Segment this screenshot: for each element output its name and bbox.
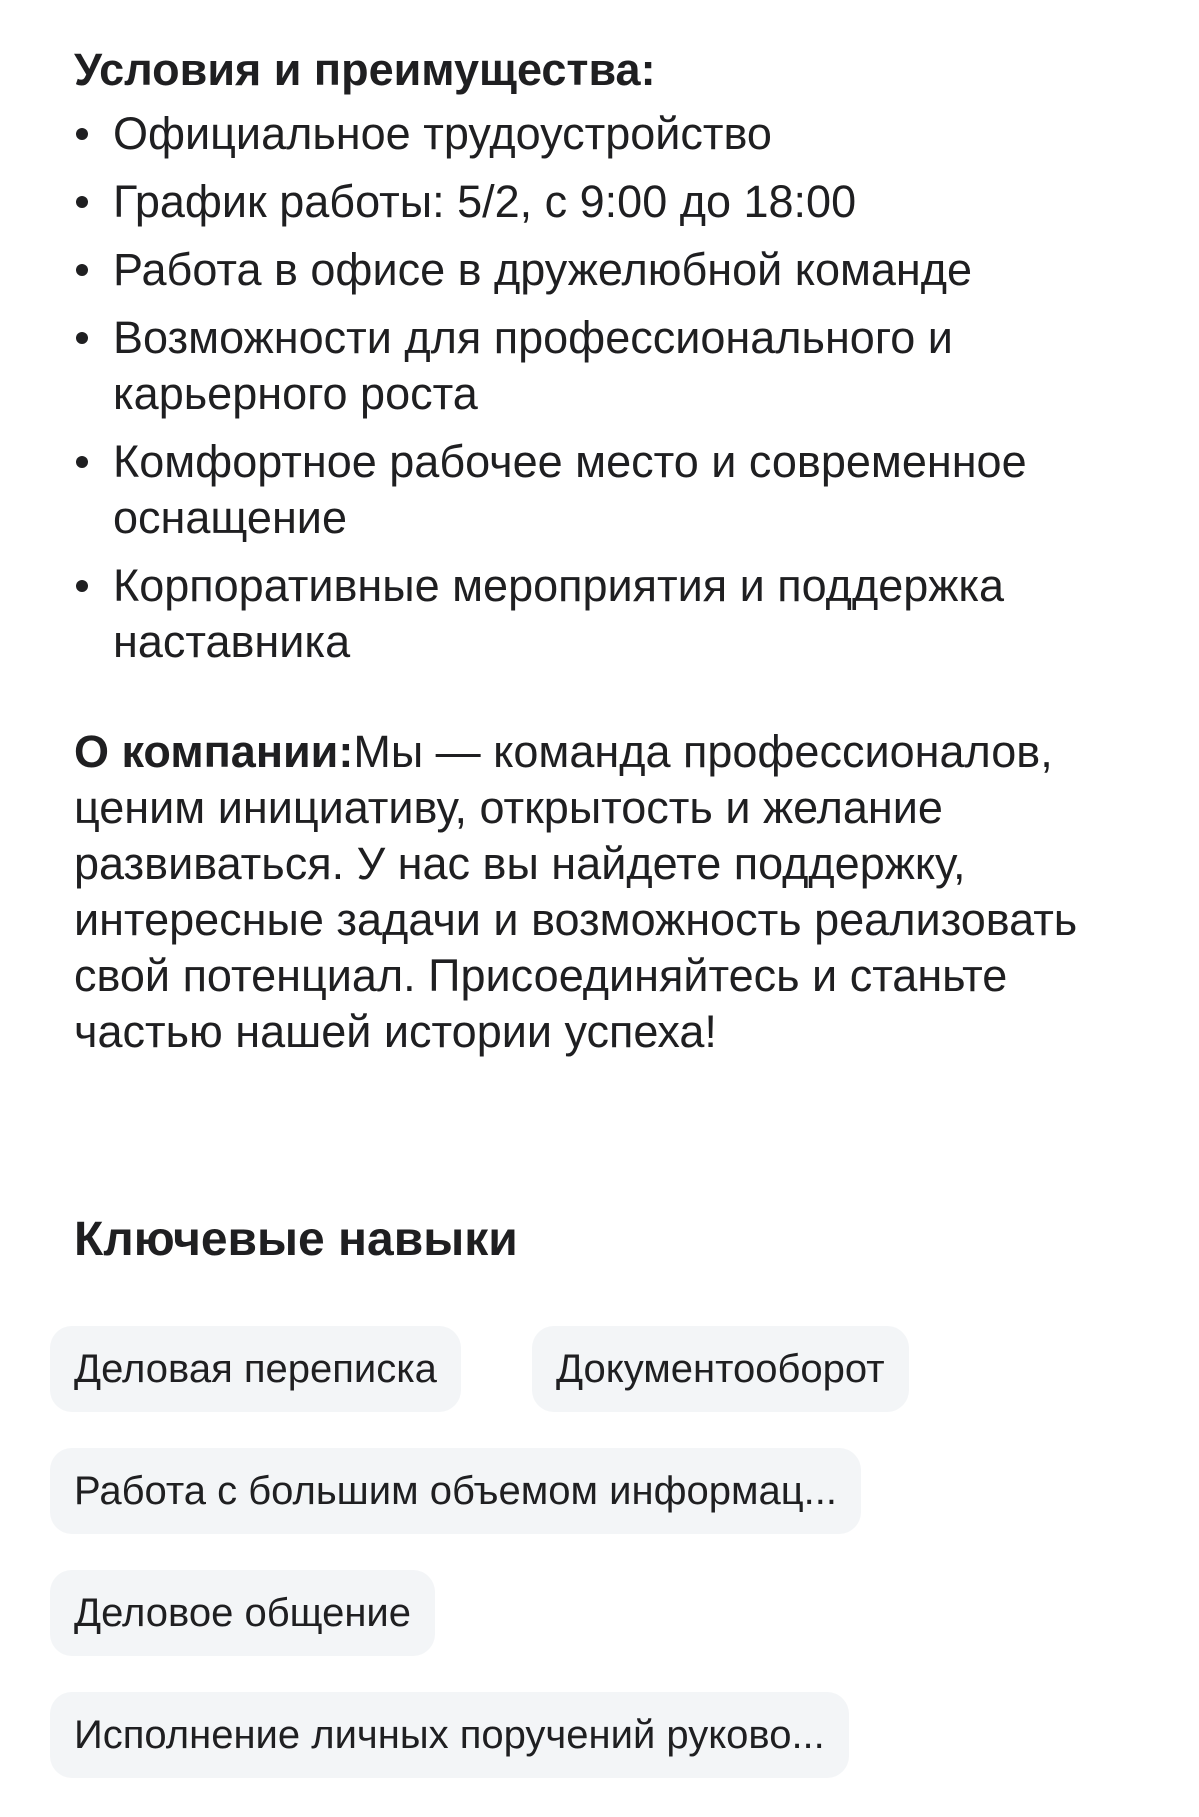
- bullet-icon: [76, 580, 88, 592]
- benefit-item: [74, 558, 1134, 670]
- benefit-item: [74, 242, 1134, 298]
- benefit-item: [74, 106, 1134, 162]
- benefits-list: [74, 106, 1134, 682]
- benefit-item: [74, 434, 1134, 546]
- skill-chip[interactable]: Деловое общение: [50, 1570, 435, 1656]
- conditions-title: Условия и преимущества:: [74, 44, 656, 95]
- skill-chip[interactable]: Исполнение личных поручений руково...: [50, 1692, 849, 1778]
- skill-chip[interactable]: Деловая переписка: [50, 1326, 461, 1412]
- bullet-icon: [76, 332, 88, 344]
- bullet-icon: [76, 456, 88, 468]
- bullet-icon: [76, 196, 88, 208]
- about-text: Мы — команда профессионалов, ценим инициативу, открытость и желание развиваться. У нас вы найдете поддержку, интересные задачи и возможность реализовать свой потенциал. Присоединяйтесь и станьте частью нашей истории успеха!: [74, 726, 1078, 1057]
- benefit-text: Возможности для профессионального и карьерного роста: [113, 312, 953, 419]
- benefit-text: Корпоративные мероприятия и поддержка наставника: [113, 560, 1005, 667]
- about-company: [74, 724, 1134, 1060]
- skill-chip[interactable]: Документооборот: [532, 1326, 909, 1412]
- about-label: О компании:: [74, 726, 354, 777]
- benefit-item: [74, 174, 1134, 230]
- skill-chip[interactable]: Работа с большим объемом информац...: [50, 1448, 861, 1534]
- benefit-text: Комфортное рабочее место и современное оснащение: [113, 436, 1027, 543]
- bullet-icon: [76, 264, 88, 276]
- benefit-text: Официальное трудоустройство: [113, 108, 772, 159]
- benefit-text: График работы: 5/2, с 9:00 до 18:00: [113, 176, 857, 227]
- skills-title: Ключевые навыки: [74, 1213, 518, 1266]
- benefit-text: Работа в офисе в дружелюбной команде: [113, 244, 973, 295]
- benefit-item: [74, 310, 1134, 422]
- bullet-icon: [76, 128, 88, 140]
